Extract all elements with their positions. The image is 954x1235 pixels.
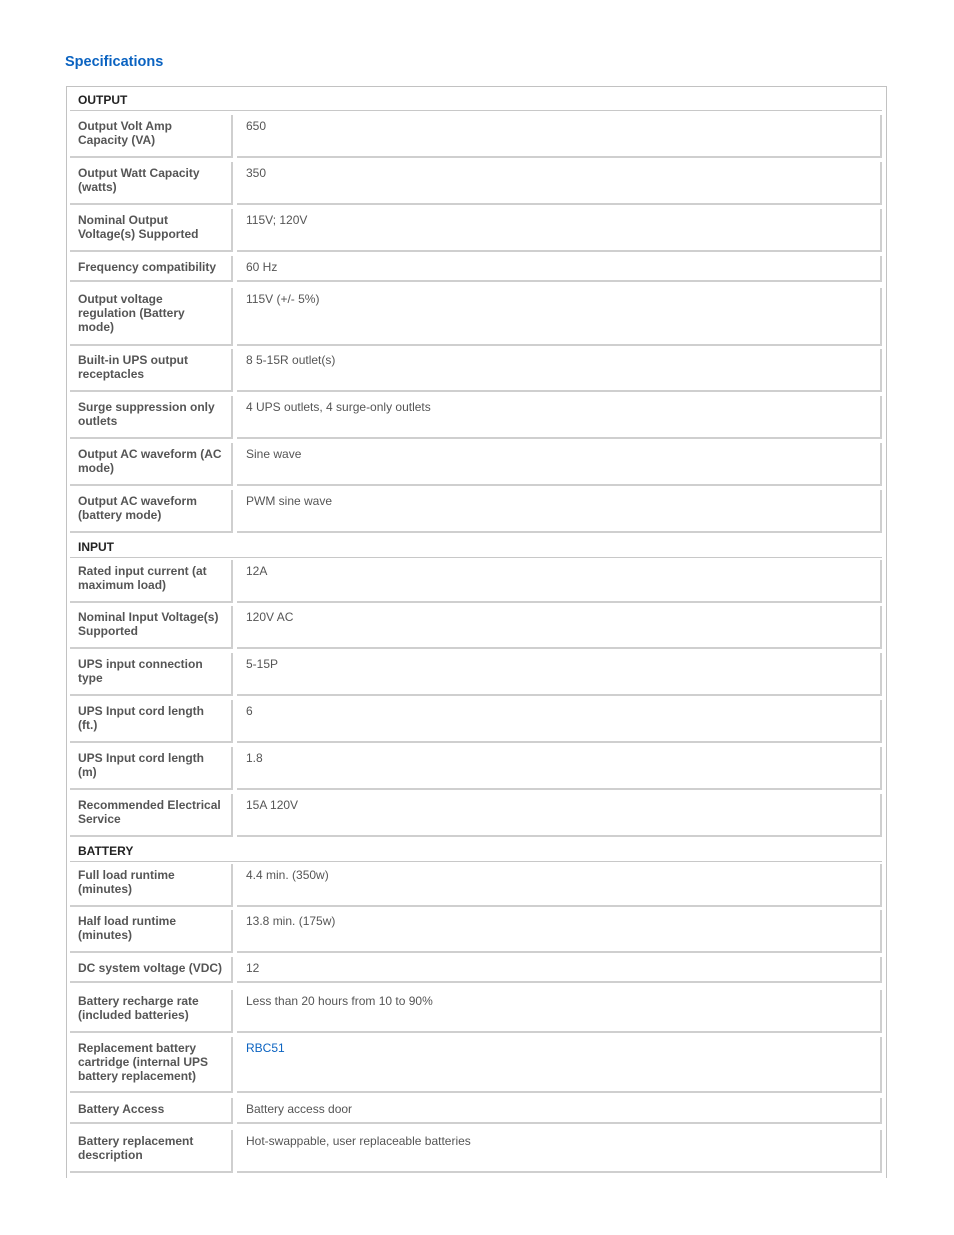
spec-label: DC system voltage (VDC) <box>78 961 223 975</box>
spec-label: Output AC waveform (AC mode) <box>78 447 222 475</box>
spec-label: Output Watt Capacity (watts) <box>78 166 200 194</box>
spec-row <box>70 162 882 205</box>
spec-value-cell <box>237 1130 882 1173</box>
spec-label-cell <box>70 288 233 346</box>
spec-label: Recommended Electrical Service <box>78 798 221 826</box>
spec-value-cell <box>237 747 882 790</box>
spec-row <box>70 864 882 907</box>
spec-value: 120V AC <box>246 610 294 624</box>
spec-value: 8 5-15R outlet(s) <box>246 353 336 367</box>
spec-value-cell <box>237 957 882 983</box>
spec-row <box>70 115 882 158</box>
spec-row <box>70 349 882 392</box>
spec-label-cell <box>70 560 233 603</box>
spec-value-cell <box>237 209 882 252</box>
spec-label: Battery Access <box>78 1102 165 1116</box>
spec-label-cell <box>70 1098 233 1124</box>
spec-label-cell <box>70 115 233 158</box>
spec-label-cell <box>70 396 233 439</box>
spec-row <box>70 490 882 533</box>
spec-label: Replacement battery cartridge (internal UPS battery replacement) <box>78 1041 209 1083</box>
spec-row <box>70 443 882 486</box>
spec-label: Output Volt Amp Capacity (VA) <box>78 119 172 147</box>
spec-row <box>70 653 882 696</box>
spec-label-cell <box>70 162 233 205</box>
spec-value-cell <box>237 288 882 346</box>
spec-label: Battery recharge rate (included batteries) <box>78 994 199 1022</box>
spec-row <box>70 910 882 953</box>
spec-value-cell <box>237 115 882 158</box>
spec-label: Full load runtime (minutes) <box>78 868 175 896</box>
spec-label: Built-in UPS output receptacles <box>78 353 188 381</box>
spec-value <box>237 1037 880 1055</box>
spec-row <box>70 560 882 603</box>
section-title: INPUT <box>78 540 114 554</box>
spec-value-cell <box>237 162 882 205</box>
section-title: OUTPUT <box>78 93 128 107</box>
spec-row <box>70 700 882 743</box>
battery-cartridge-link[interactable]: RBC51 <box>246 1041 285 1055</box>
spec-value: 115V (+/- 5%) <box>246 292 320 306</box>
spec-label: Nominal Input Voltage(s) Supported <box>78 610 219 638</box>
spec-label-cell <box>70 910 233 953</box>
spec-row <box>70 396 882 439</box>
spec-row <box>70 957 882 983</box>
spec-row <box>70 288 882 346</box>
spec-value: 6 <box>246 704 253 718</box>
spec-label-cell <box>70 653 233 696</box>
spec-row <box>70 747 882 790</box>
spec-label: Output voltage regulation (Battery mode) <box>78 292 185 334</box>
spec-label: Half load runtime (minutes) <box>78 914 177 942</box>
spec-label-cell <box>70 1130 233 1173</box>
spec-label-cell <box>70 747 233 790</box>
spec-value-cell <box>237 653 882 696</box>
spec-value-cell <box>237 990 882 1033</box>
spec-value: 115V; 120V <box>246 213 308 227</box>
spec-label: UPS Input cord length (m) <box>78 751 204 779</box>
section-title: BATTERY <box>78 844 134 858</box>
spec-value-cell <box>237 864 882 907</box>
spec-row <box>70 1098 882 1124</box>
spec-label-cell <box>70 443 233 486</box>
spec-label: Nominal Output Voltage(s) Supported <box>78 213 199 241</box>
spec-value-cell <box>237 1037 882 1093</box>
spec-value: Less than 20 hours from 10 to 90% <box>246 994 433 1008</box>
spec-label: UPS input connection type <box>78 657 203 685</box>
spec-value-cell <box>237 349 882 392</box>
spec-value: 60 Hz <box>246 260 278 274</box>
spec-value: 12 <box>246 961 260 975</box>
spec-value: 12A <box>246 564 268 578</box>
spec-value-cell <box>237 396 882 439</box>
spec-value: 5-15P <box>246 657 279 671</box>
spec-value: 350 <box>246 166 267 180</box>
spec-value: Hot-swappable, user replaceable batteries <box>246 1134 471 1148</box>
spec-label: Surge suppression only outlets <box>78 400 215 428</box>
spec-label: Output AC waveform (battery mode) <box>78 494 197 522</box>
section-header-battery <box>70 839 882 862</box>
spec-label-cell <box>70 990 233 1033</box>
page-title: Specifications <box>65 54 164 70</box>
spec-label-cell <box>70 256 233 282</box>
spec-value: 4.4 min. (350w) <box>246 868 329 882</box>
spec-label: UPS Input cord length (ft.) <box>78 704 204 732</box>
spec-value-cell <box>237 256 882 282</box>
spec-label-cell <box>70 490 233 533</box>
spec-row <box>70 606 882 649</box>
spec-row <box>70 794 882 837</box>
spec-value-cell <box>237 700 882 743</box>
spec-label: Frequency compatibility <box>78 260 217 274</box>
spec-value-cell <box>237 910 882 953</box>
spec-value: PWM sine wave <box>246 494 333 508</box>
spec-value: 4 UPS outlets, 4 surge-only outlets <box>246 400 431 414</box>
section-header-output <box>70 88 882 111</box>
spec-label-cell <box>70 606 233 649</box>
spec-row <box>70 1130 882 1173</box>
spec-value-cell <box>237 560 882 603</box>
spec-label-cell <box>70 794 233 837</box>
spec-label: Battery replacement description <box>78 1134 194 1162</box>
spec-value-cell <box>237 794 882 837</box>
spec-value: Battery access door <box>246 1102 353 1116</box>
spec-label-cell <box>70 957 233 983</box>
spec-label-cell <box>70 1037 233 1093</box>
spec-label-cell <box>70 209 233 252</box>
spec-row <box>70 1037 882 1093</box>
spec-row <box>70 256 882 282</box>
spec-value: Sine wave <box>246 447 302 461</box>
spec-value: 15A 120V <box>246 798 299 812</box>
spec-value-cell <box>237 606 882 649</box>
spec-label-cell <box>70 700 233 743</box>
spec-label-cell <box>70 349 233 392</box>
spec-row <box>70 990 882 1033</box>
spec-value: 650 <box>246 119 267 133</box>
spec-label-cell <box>70 864 233 907</box>
spec-label: Rated input current (at maximum load) <box>78 564 207 592</box>
spec-value-cell <box>237 443 882 486</box>
spec-value-cell <box>237 490 882 533</box>
spec-value-cell <box>237 1098 882 1124</box>
spec-value: 1.8 <box>246 751 263 765</box>
section-header-input <box>70 535 882 558</box>
spec-row <box>70 209 882 252</box>
spec-value: 13.8 min. (175w) <box>246 914 336 928</box>
